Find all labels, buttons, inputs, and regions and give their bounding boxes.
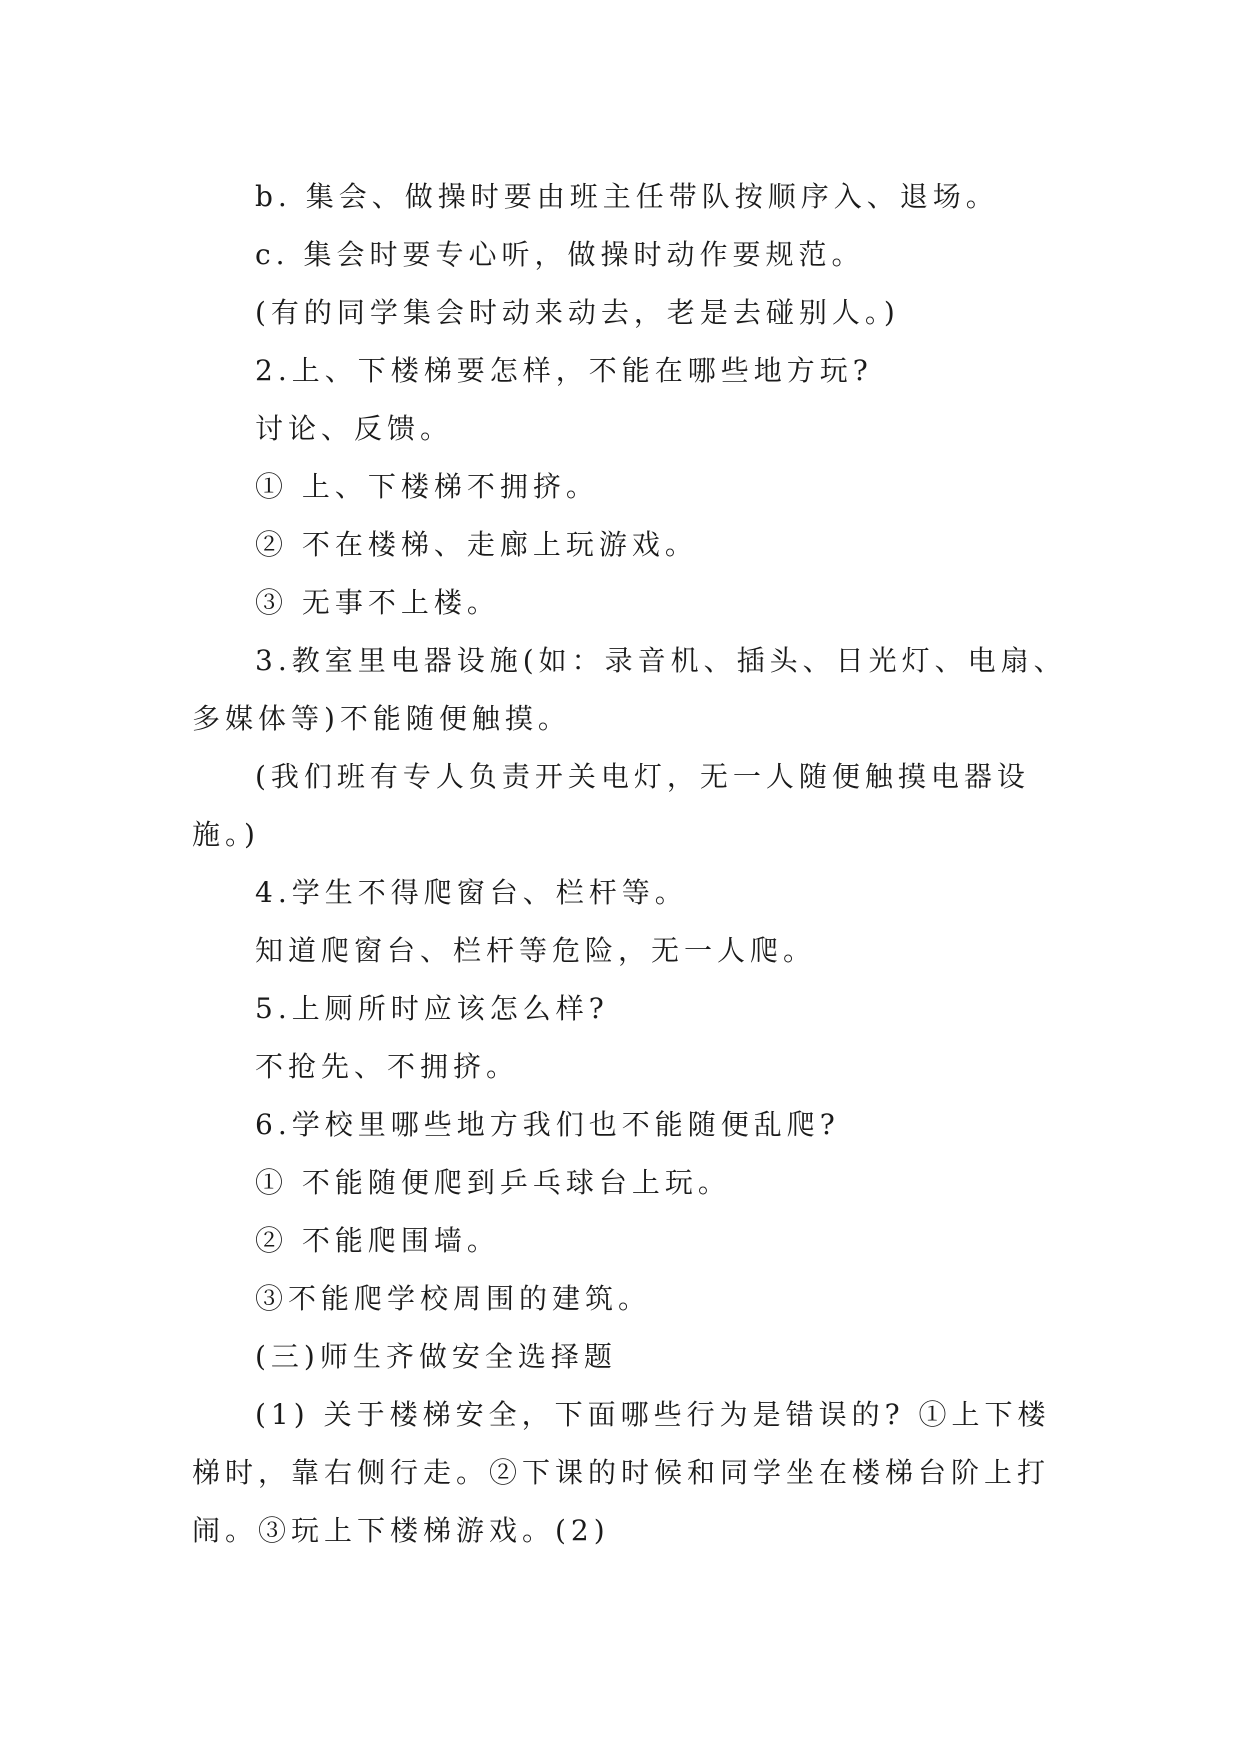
paragraph-quiz-question-1: (1) 关于楼梯安全，下面哪些行为是错误的? ①上下楼梯时，靠右侧行走。②下课的时候和同学坐在楼梯台阶上打闹。③玩上下楼梯游戏。(2)	[192, 1398, 1051, 1547]
paragraph-discussion: 讨论、反馈。	[255, 412, 454, 445]
list-item-stairs-3: ③ 无事不上楼。	[255, 586, 500, 619]
paragraph-assembly-order: b. 集会、做操时要由班主任带队按顺序入、退场。	[255, 180, 999, 213]
paragraph-climbing-note: 知道爬窗台、栏杆等危险，无一人爬。	[255, 934, 817, 967]
paragraph-stairs-question: 2.上、下楼梯要怎样，不能在哪些地方玩?	[255, 354, 873, 387]
paragraph-electrical-rule: 3.教室里电器设施(如：录音机、插头、日光灯、电扇、多媒体等)不能随便触摸。	[192, 644, 1067, 735]
paragraph-climbing-rule: 4.学生不得爬窗台、栏杆等。	[255, 876, 688, 909]
list-item-stairs-2: ② 不在楼梯、走廊上玩游戏。	[255, 528, 698, 561]
paragraph-restroom-question: 5.上厕所时应该怎么样?	[255, 992, 609, 1025]
document-body	[192, 168, 1072, 1560]
paragraph-assembly-focus: c. 集会时要专心听，做操时动作要规范。	[255, 238, 865, 271]
section-heading-quiz: (三)师生齐做安全选择题	[255, 1340, 617, 1373]
paragraph-school-places-question: 6.学校里哪些地方我们也不能随便乱爬?	[255, 1108, 840, 1141]
list-item-places-2: ② 不能爬围墙。	[255, 1224, 500, 1257]
paragraph-assembly-note: (有的同学集会时动来动去，老是去碰别人。)	[255, 296, 900, 329]
list-item-places-3: ③不能爬学校周围的建筑。	[255, 1282, 652, 1315]
paragraph-restroom-answer: 不抢先、不拥挤。	[255, 1050, 520, 1083]
list-item-places-1: ① 不能随便爬到乒乓球台上玩。	[255, 1166, 731, 1199]
list-item-stairs-1: ① 上、下楼梯不拥挤。	[255, 470, 599, 503]
paragraph-electrical-note: (我们班有专人负责开关电灯，无一人随便触摸电器设施。)	[192, 760, 1030, 851]
